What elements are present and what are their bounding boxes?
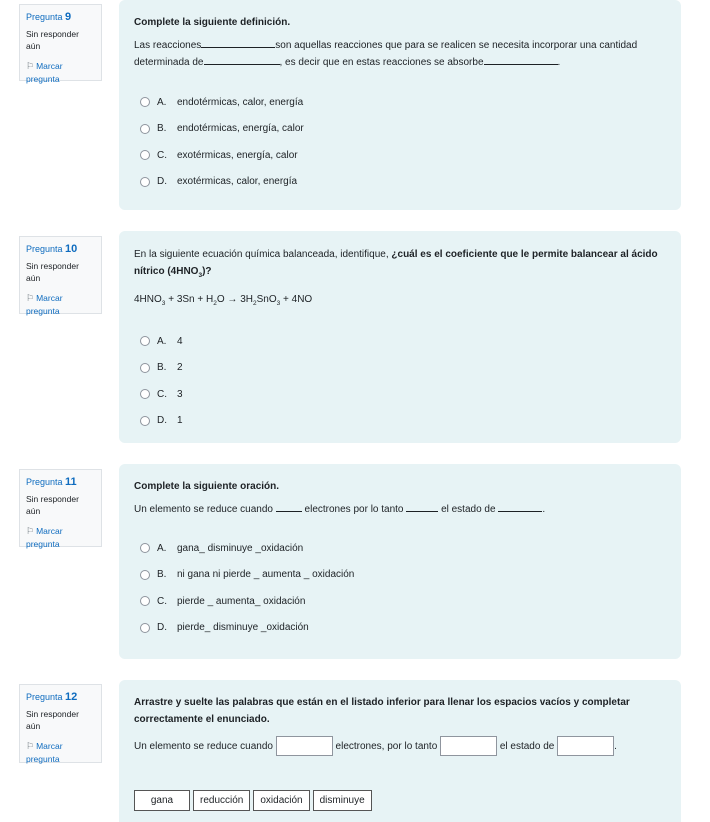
question-info-11	[19, 469, 102, 547]
answer-options	[134, 328, 666, 434]
option-d[interactable]: D. pierde_ disminuye _oxidación	[140, 615, 666, 642]
question-state: Sin responder aún	[26, 261, 79, 283]
question-title: Complete la siguiente definición.	[134, 17, 291, 28]
radio-button[interactable]	[140, 389, 150, 399]
question-content-11	[119, 464, 681, 659]
question-content-9	[119, 0, 681, 210]
option-c[interactable]: C. exotérmicas, energía, calor	[140, 142, 666, 169]
drag-item-gana[interactable]: gana	[134, 790, 190, 811]
option-c[interactable]: C. pierde _ aumenta_ oxidación	[140, 588, 666, 615]
option-a[interactable]: A. 4	[140, 328, 666, 355]
option-b[interactable]: B. 2	[140, 355, 666, 382]
option-b[interactable]: B. ni gana ni pierde _ aumenta _ oxidación	[140, 562, 666, 589]
question-number: Pregunta 10	[26, 243, 78, 255]
radio-button[interactable]	[140, 363, 150, 373]
radio-button[interactable]	[140, 336, 150, 346]
option-d[interactable]: D. exotérmicas, calor, energía	[140, 169, 666, 196]
question-content-10	[119, 231, 681, 443]
radio-button[interactable]	[140, 416, 150, 426]
question-info-10	[19, 236, 102, 314]
question-number: Pregunta 12	[26, 691, 78, 703]
drop-zone-3[interactable]	[557, 736, 614, 756]
flag-icon: ⚐	[26, 526, 35, 536]
radio-button[interactable]	[140, 623, 150, 633]
radio-button[interactable]	[140, 97, 150, 107]
option-d[interactable]: D. 1	[140, 408, 666, 435]
radio-button[interactable]	[140, 543, 150, 553]
question-info-9	[19, 4, 102, 84]
option-c[interactable]: C. 3	[140, 381, 666, 408]
answer-options	[134, 535, 666, 641]
option-a[interactable]: A. endotérmicas, calor, energía	[140, 89, 666, 116]
question-info-12	[19, 684, 102, 763]
drop-zone-2[interactable]	[440, 736, 497, 756]
question-number: Pregunta 9	[26, 11, 72, 23]
question-text: Un elemento se reduce cuando electrones por lo tanto el estado de .	[134, 504, 546, 515]
option-b[interactable]: B. endotérmicas, energía, calor	[140, 116, 666, 143]
flag-icon: ⚐	[26, 293, 35, 303]
flag-question-link[interactable]: ⚐ Marcar pregunta	[26, 293, 63, 316]
flag-icon: ⚐	[26, 741, 35, 751]
drag-item-reduccion[interactable]: reducción	[193, 790, 250, 811]
question-number: Pregunta 11	[26, 476, 77, 488]
question-state: Sin responder aún	[26, 29, 79, 51]
drag-items	[134, 790, 666, 811]
question-title: Arrastre y suelte las palabras que están en el listado inferior para llenar los espacios vacíos y completar correctamente el enunciado.	[134, 697, 630, 725]
radio-button[interactable]	[140, 570, 150, 580]
flag-question-link[interactable]: ⚐ Marcar pregunta	[26, 61, 63, 84]
drag-item-disminuye[interactable]: disminuye	[313, 790, 372, 811]
flag-icon: ⚐	[26, 61, 35, 71]
question-content-12	[119, 680, 681, 822]
radio-button[interactable]	[140, 150, 150, 160]
radio-button[interactable]	[140, 124, 150, 134]
question-title: Complete la siguiente oración.	[134, 481, 280, 492]
question-state: Sin responder aún	[26, 709, 79, 731]
answer-options	[134, 89, 666, 195]
drop-zone-1[interactable]	[276, 736, 333, 756]
drag-item-oxidacion[interactable]: oxidación	[253, 790, 309, 811]
chemical-equation: $4HNO_3 + 3Sn + H_2O \to 3H_2SnO_3 + 4NO$	[134, 294, 313, 307]
option-a[interactable]: A. gana_ disminuye _oxidación	[140, 535, 666, 562]
question-text: En la siguiente ecuación química balanceada, identifique, ¿cuál es el coeficiente que le permite balancear al ácido nítrico $(4HNO_3)$?	[134, 249, 658, 279]
question-text: Las reacciones son aquellas reacciones que para se realicen se necesita incorporar una cantidad determinada de , es decir que en estas reacciones se absorbe .	[134, 40, 638, 68]
flag-question-link[interactable]: ⚐ Marcar pregunta	[26, 526, 63, 549]
radio-button[interactable]	[140, 596, 150, 606]
flag-question-link[interactable]: ⚐ Marcar pregunta	[26, 741, 63, 764]
question-text: Un elemento se reduce cuando electrones, por lo tanto el estado de .	[134, 735, 666, 759]
question-state: Sin responder aún	[26, 494, 79, 516]
radio-button[interactable]	[140, 177, 150, 187]
